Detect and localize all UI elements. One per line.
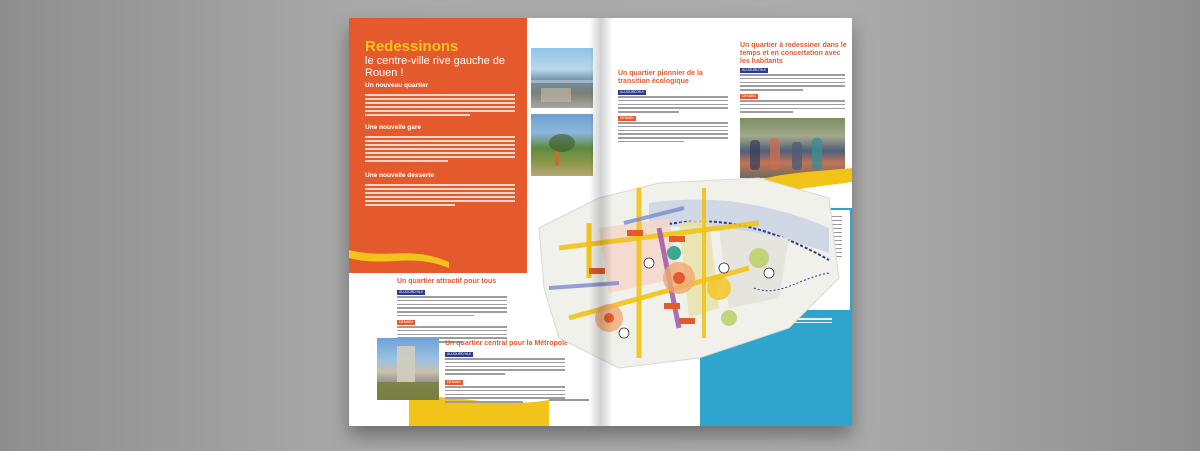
section-heading-nouvelle-gare: Une nouvelle gare — [365, 124, 421, 131]
park-playground-photo — [531, 114, 593, 176]
tag-orange: DEMAIN — [399, 320, 413, 324]
tag-navy-4: AUJOURD'HUI — [742, 68, 766, 72]
paragraph-transition-ecologique — [618, 96, 728, 115]
paragraph-transition-ecologique-demain — [618, 122, 728, 145]
paragraph-concertation-demain — [740, 100, 845, 115]
paragraph-nouvelle-gare — [365, 136, 515, 164]
neighbourhood-plan-map — [529, 168, 849, 423]
paragraph-nouvelle-desserte — [365, 184, 515, 208]
section-title-quartier-central: Un quartier central pour la Métropole — [445, 340, 568, 347]
paragraph-quartier-attractif — [397, 296, 507, 319]
open-brochure — [349, 18, 852, 426]
tag-orange-2: DEMAIN — [447, 380, 461, 384]
section-title-quartier-attractif: Un quartier attractif pour tous — [397, 278, 497, 285]
hero-subtitle: le centre-ville rive gauche de Rouen ! — [365, 55, 506, 79]
building-photo — [377, 338, 439, 400]
hero-title: Redessinons — [365, 38, 459, 55]
section-title-concertation: Un quartier à redessiner dans le temps et en concertation avec les habitants — [740, 42, 847, 65]
orange-intro-panel — [349, 18, 527, 273]
paragraph-concertation — [740, 74, 845, 93]
tag-navy-3: AUJOURD'HUI — [620, 90, 644, 94]
paragraph-nouveau-quartier — [365, 94, 515, 118]
tag-orange-4: DEMAIN — [742, 94, 756, 98]
tag-orange-3: DEMAIN — [620, 116, 634, 120]
river-quay-photo — [531, 48, 593, 108]
section-title-transition-ecologique: Un quartier pionnier de la transition écologique — [618, 70, 703, 85]
section-heading-nouveau-quartier: Un nouveau quartier — [365, 82, 429, 89]
section-heading-nouvelle-desserte: Une nouvelle desserte — [365, 172, 434, 179]
tag-navy-2: AUJOURD'HUI — [447, 352, 471, 356]
tag-navy: AUJOURD'HUI — [399, 290, 423, 294]
